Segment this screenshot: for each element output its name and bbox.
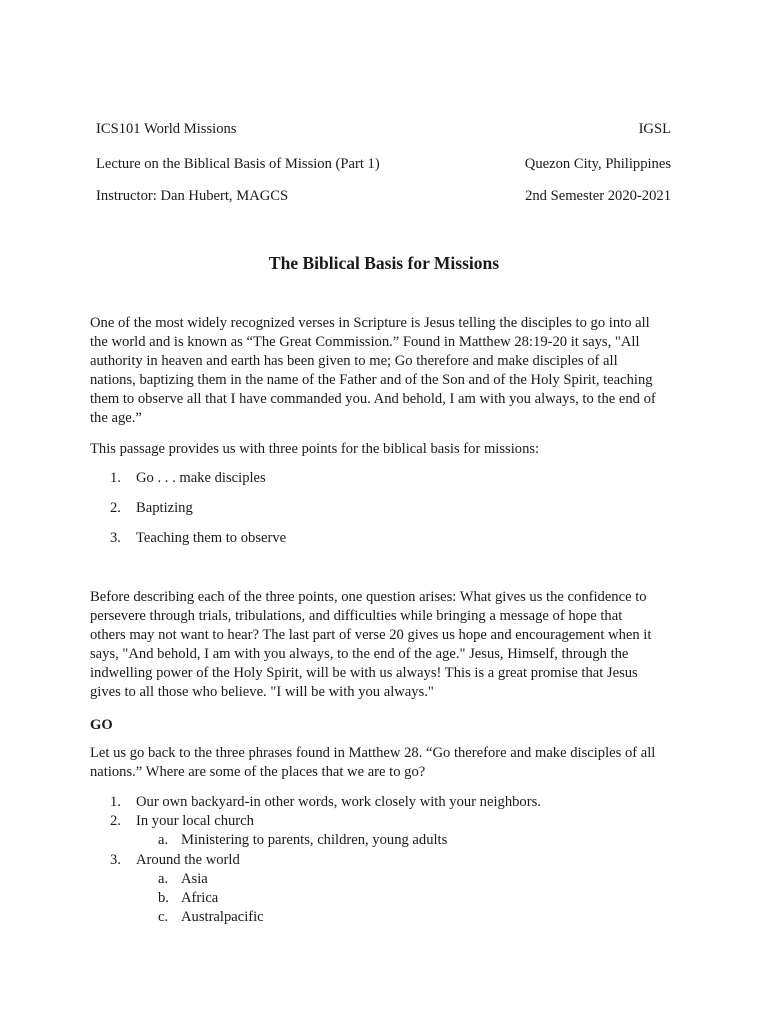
list-text: In your local church bbox=[136, 813, 254, 829]
paragraph-line: others may not want to hear? The last part of verse 20 gives us hope and encouragement when it bbox=[90, 627, 652, 643]
list-text: Africa bbox=[181, 890, 219, 906]
paragraph-line: Before describing each of the three points, one question arises: What gives us the confidence to bbox=[90, 589, 647, 605]
course-name: ICS101 World Missions bbox=[96, 121, 237, 137]
list-letter: c. bbox=[158, 909, 169, 925]
list-number: 3. bbox=[110, 530, 121, 546]
list-number: 1. bbox=[110, 794, 121, 810]
list-number: 2. bbox=[110, 813, 121, 829]
list-item bbox=[110, 812, 254, 831]
paragraph-line: them to observe all that I have commanded you. And behold, I am with you always, to the end of bbox=[90, 391, 656, 407]
page-title: The Biblical Basis for Missions bbox=[268, 253, 500, 273]
list-text: Asia bbox=[181, 871, 208, 887]
list-item bbox=[110, 499, 193, 518]
list-number: 1. bbox=[110, 470, 121, 486]
list-letter: a. bbox=[158, 832, 169, 848]
paragraph-line: Let us go back to the three phrases found in Matthew 28. “Go therefore and make disciples of all bbox=[90, 745, 656, 761]
instructor: Instructor: Dan Hubert, MAGCS bbox=[96, 188, 289, 204]
paragraph-line: the age.” bbox=[90, 410, 142, 426]
list-item bbox=[110, 469, 266, 488]
sub-list-item bbox=[158, 889, 218, 908]
list-item bbox=[110, 851, 240, 870]
header-row-course bbox=[96, 120, 671, 139]
sub-list-item bbox=[158, 908, 264, 927]
list-letter: b. bbox=[158, 890, 169, 906]
section-heading-go: GO bbox=[90, 717, 113, 733]
list-text: Australpacific bbox=[181, 909, 264, 925]
list-letter: a. bbox=[158, 871, 169, 887]
semester: 2nd Semester 2020-2021 bbox=[525, 188, 671, 204]
paragraph-line: persevere through trials, tribulations, and difficulties while bringing a message of hope that bbox=[90, 608, 623, 624]
points-intro: This passage provides us with three points for the biblical basis for missions: bbox=[90, 441, 540, 457]
paragraph-line: nations, baptizing them in the name of the Father and of the Son and of the Holy Spirit, teaching bbox=[90, 372, 653, 388]
school-name: IGSL bbox=[638, 121, 671, 137]
intro-paragraph bbox=[90, 314, 680, 428]
list-number: 3. bbox=[110, 852, 121, 868]
list-text: Teaching them to observe bbox=[136, 530, 287, 546]
list-item bbox=[110, 793, 541, 812]
paragraph-line: indwelling power of the Holy Spirit, will be with us always! This is a great promise that Jesus bbox=[90, 665, 638, 681]
list-text: Go . . . make disciples bbox=[136, 470, 266, 486]
confidence-paragraph bbox=[90, 588, 680, 702]
sub-list-item bbox=[158, 870, 208, 889]
list-item bbox=[110, 529, 286, 548]
list-text: Ministering to parents, children, young adults bbox=[181, 832, 448, 848]
go-paragraph bbox=[90, 744, 680, 782]
paragraph-line: the world and is known as “The Great Commission.” Found in Matthew 28:19-20 it says, "All bbox=[90, 334, 640, 350]
list-number: 2. bbox=[110, 500, 121, 516]
list-text: Around the world bbox=[136, 852, 240, 868]
paragraph-line: One of the most widely recognized verses in Scripture is Jesus telling the disciples to go into all bbox=[90, 315, 650, 331]
list-text: Baptizing bbox=[136, 500, 193, 516]
paragraph-line: says, "And behold, I am with you always, to the end of the age." Jesus, Himself, through the bbox=[90, 646, 629, 662]
sub-list-item bbox=[158, 831, 447, 850]
header-row-instructor bbox=[96, 187, 671, 206]
list-text: Our own backyard-in other words, work closely with your neighbors. bbox=[136, 794, 541, 810]
paragraph-line: authority in heaven and earth has been given to me; Go therefore and make disciples of all bbox=[90, 353, 618, 369]
paragraph-line: nations.” Where are some of the places that we are to go? bbox=[90, 764, 426, 780]
location: Quezon City, Philippines bbox=[524, 156, 671, 172]
header-row-lecture bbox=[96, 155, 671, 174]
paragraph-line: gives to all those who believe. "I will be with you always." bbox=[90, 684, 434, 700]
lecture-title: Lecture on the Biblical Basis of Mission (Part 1) bbox=[96, 156, 380, 172]
